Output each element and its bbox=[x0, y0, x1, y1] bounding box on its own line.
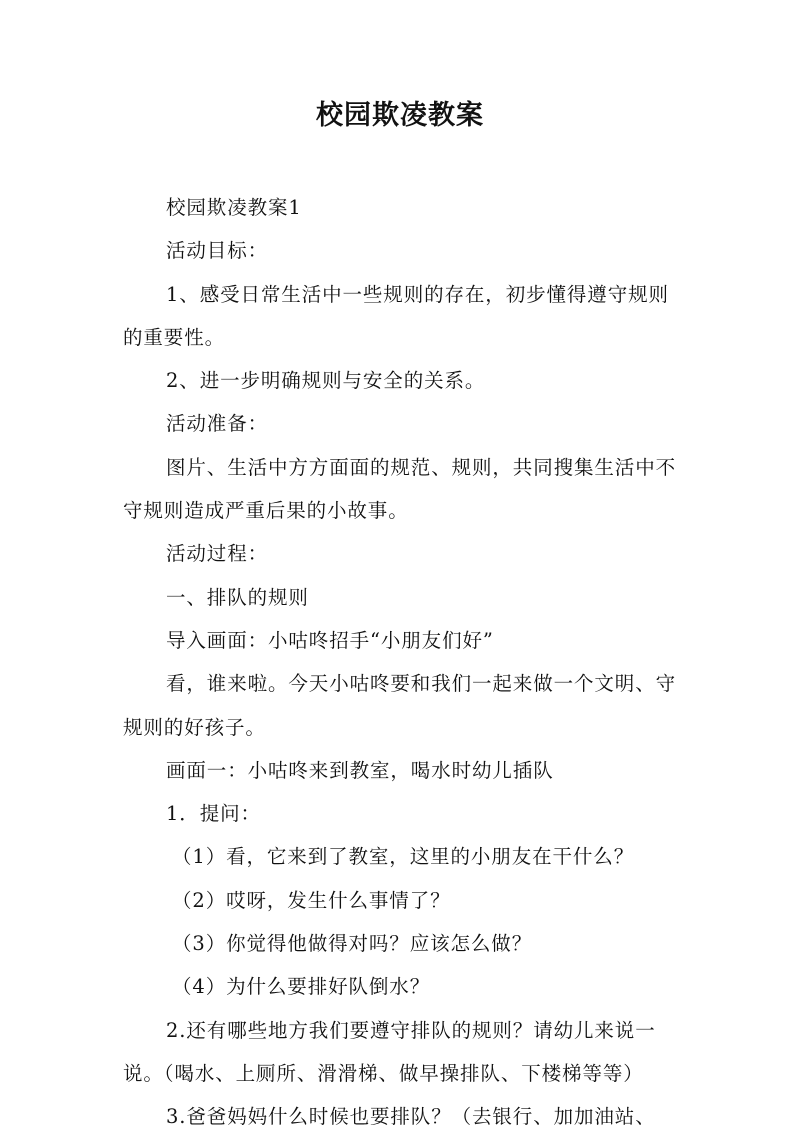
paragraph-process-label: 活动过程： bbox=[166, 542, 269, 566]
paragraph-objective-2: 2、进一步明确规则与安全的关系。 bbox=[166, 369, 486, 393]
paragraph-heading: 校园欺凌教案1 bbox=[166, 196, 302, 219]
paragraph-section-1: 一、排队的规则 bbox=[166, 585, 309, 609]
paragraph-objectives-label: 活动目标： bbox=[166, 239, 269, 263]
document-body bbox=[123, 186, 689, 1139]
paragraph-question-1: （1）看，它来到了教室，这里的小朋友在干什么？ bbox=[172, 845, 635, 869]
paragraph-objective-1: 1、感受日常生活中一些规则的存在，初步懂得遵守规则的重要性。 bbox=[123, 282, 669, 349]
paragraph-item-3: 3.爸爸妈妈什么时候也要排队？（去银行、加加油站、 bbox=[166, 1105, 656, 1129]
paragraph-preparation: 图片、生活中方方面面的规范、规则，共同搜集生活中不守规则造成严重后果的小故事。 bbox=[123, 455, 677, 523]
paragraph-question-4: （4）为什么要排好队倒水？ bbox=[172, 975, 431, 999]
paragraph-question-2: （2）哎呀，发生什么事情了？ bbox=[172, 888, 451, 912]
document-title: 校园欺凌教案 bbox=[316, 100, 484, 131]
paragraph-item-2: 2.还有哪些地方我们要遵守排队的规则？请幼儿来说一说。（喝水、上厕所、滑滑梯、做早操排队、下楼梯等等） bbox=[123, 1018, 656, 1085]
paragraph-preparation-label: 活动准备： bbox=[166, 412, 269, 436]
paragraph-intro-scene: 导入画面：小咕咚招手“小朋友们好” bbox=[166, 628, 494, 652]
paragraph-intro-text: 看，谁来啦。今天小咕咚要和我们一起来做一个文明、守规则的好孩子。 bbox=[123, 672, 677, 739]
paragraph-questions-label: 1．提问： bbox=[166, 802, 261, 826]
paragraph-scene-1: 画面一：小咕咚来到教室，喝水时幼儿插队 bbox=[166, 758, 554, 782]
paragraph-question-3: （3）你觉得他做得对吗？应该怎么做？ bbox=[172, 932, 533, 956]
